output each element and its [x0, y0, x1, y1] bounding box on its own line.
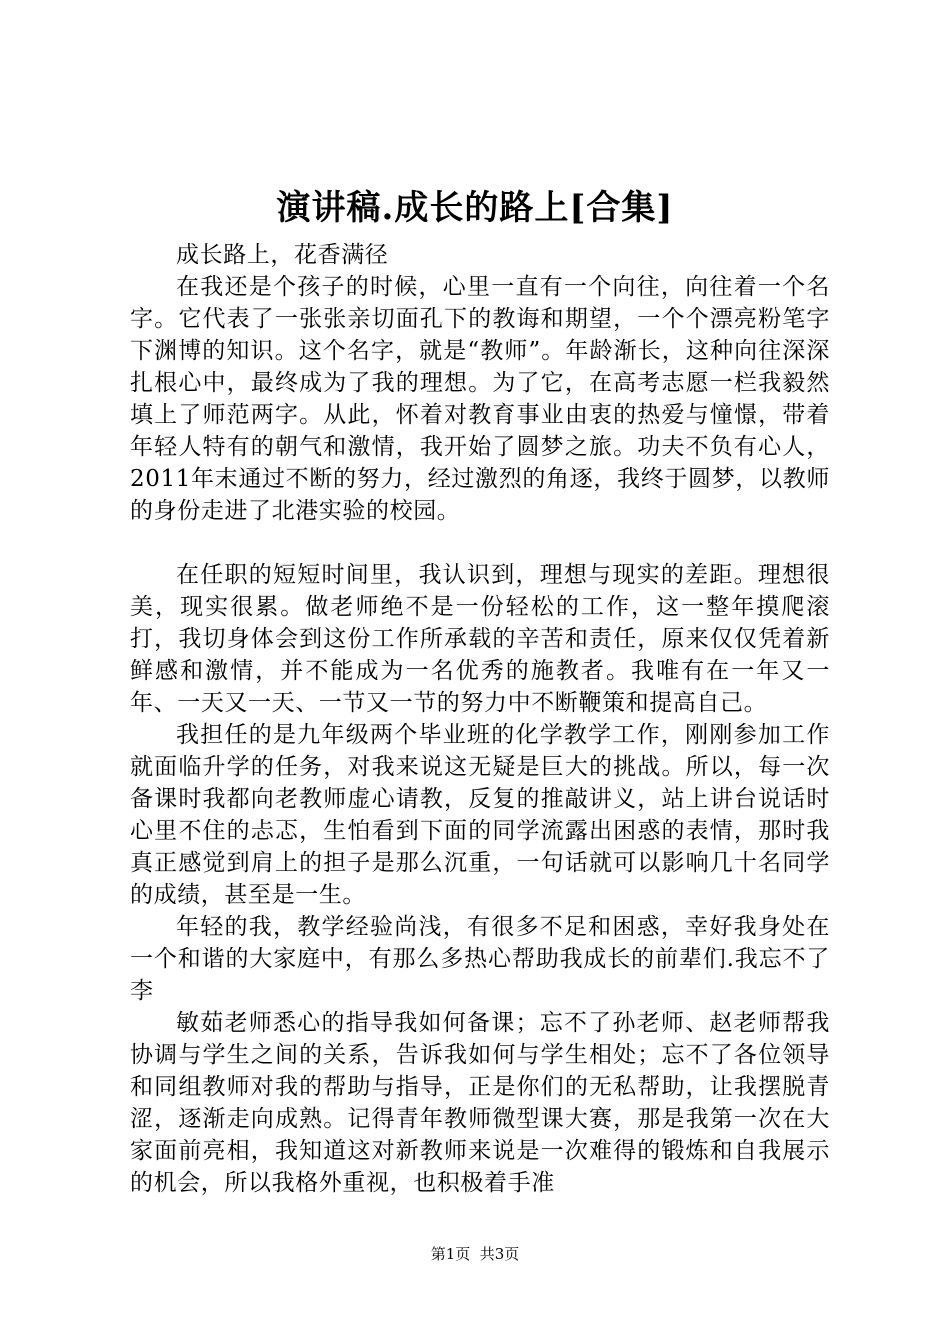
document-body	[130, 239, 830, 1199]
paragraph-childhood-dream: 在我还是个孩子的时候，心里一直有一个向往，向往着一个名字。它代表了一张张亲切面孔下的教诲和期望，一个个漂亮粉笔字下渊博的知识。这个名字，就是“教师”。年龄渐长，这种向往深深扎根心中，最终成为了我的理想。为了它，在高考志愿一栏我毅然填上了师范两字。从此，怀着对教育事业由衷的热爱与憧憬，带着年轻人特有的朝气和激情，我开始了圆梦之旅。功夫不负有心人，2011年末通过不断的努力，经过激烈的角逐，我终于圆梦，以教师的身份走进了北港实验的校园。	[130, 274, 830, 524]
paragraph-chemistry-teaching: 我担任的是九年级两个毕业班的化学教学工作，刚刚参加工作就面临升学的任务，对我来说这无疑是巨大的挑战。所以，每一次备课时我都向老教师虚心请教，反复的推敲讲义，站上讲台说话时心里不住的忐忑，生怕看到下面的同学流露出困惑的表情，那时我真正感觉到肩上的担子是那么沉重，一句话就可以影响几十名同学的成绩，甚至是一生。	[130, 722, 830, 908]
document-title: 演讲稿.成长的路上[合集]	[276, 188, 674, 228]
paragraph-help-from-colleagues: 年轻的我，教学经验尚浅，有很多不足和困惑，幸好我身处在一个和谐的大家庭中，有那么多热心帮助我成长的前辈们.我忘不了李	[130, 914, 830, 1004]
paragraph-subtitle: 成长路上，花香满径	[176, 242, 389, 268]
paragraph-mentor-guidance: 敏茹老师悉心的指导我如何备课；忘不了孙老师、赵老师帮我协调与学生之间的关系，告诉我如何与学生相处；忘不了各位领导和同组教师对我的帮助与指导，正是你们的无私帮助，让我摆脱青涩，逐渐走向成熟。记得青年教师微型课大赛，那是我第一次在大家面前亮相，我知道这对新教师来说是一次难得的锻炼和自我展示的机会，所以我格外重视，也积极着手准	[130, 1010, 830, 1196]
paragraph-ideal-vs-reality: 在任职的短短时间里，我认识到，理想与现实的差距。理想很美，现实很累。做老师绝不是一份轻松的工作，这一整年摸爬滚打，我切身体会到这份工作所承载的辛苦和责任，原来仅仅凭着新鲜感和激情，并不能成为一名优秀的施教者。我唯有在一年又一年、一天又一天、一节又一节的努力中不断鞭策和提高自己。	[130, 562, 830, 716]
page-number-footer: 第1页 共3页	[430, 1245, 520, 1263]
